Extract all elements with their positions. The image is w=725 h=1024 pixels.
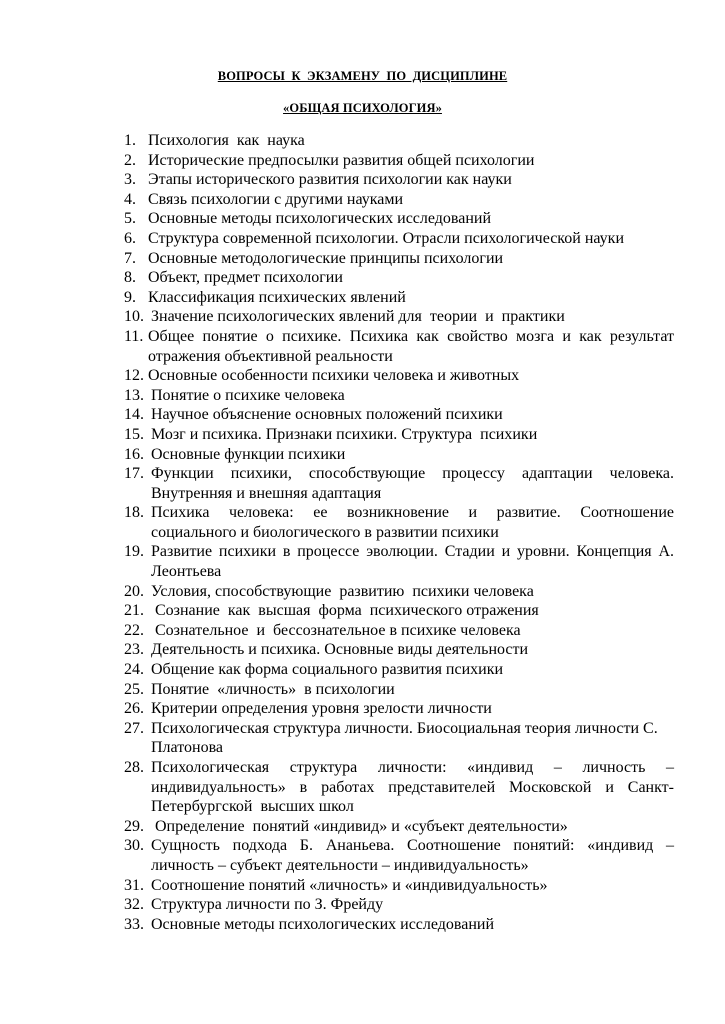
list-item bbox=[124, 876, 674, 896]
question-number: 2. bbox=[124, 151, 136, 169]
list-item bbox=[124, 327, 678, 366]
question-text: Сущность подхода Б. Ананьева. Соотношение понятий: «индивид – личность – субъект деятельности – индивидуальность» bbox=[151, 837, 678, 874]
question-number: 19. bbox=[124, 543, 144, 561]
question-number: 21. bbox=[124, 602, 144, 620]
question-text: Научное объяснение основных положений психики bbox=[151, 406, 503, 424]
list-item bbox=[124, 386, 674, 406]
question-number: 22. bbox=[124, 621, 144, 639]
question-text: Соотношение понятий «личность» и «индивидуальность» bbox=[151, 876, 548, 894]
document-subtitle: «ОБЩАЯ ПСИХОЛОГИЯ» bbox=[283, 101, 442, 115]
list-item bbox=[124, 229, 674, 249]
question-text: Психологическая структура личности: «индивид – личность – индивидуальность» в работах представителей Московской и Санкт-Петербургской высших школ bbox=[151, 759, 678, 816]
list-item bbox=[124, 817, 674, 837]
question-number: 4. bbox=[124, 190, 136, 208]
question-number: 15. bbox=[124, 425, 144, 443]
list-item bbox=[124, 425, 674, 445]
question-number: 23. bbox=[124, 641, 144, 659]
question-number: 17. bbox=[124, 465, 144, 483]
question-text: Общение как форма социального развития психики bbox=[151, 661, 504, 679]
question-text: Определение понятий «индивид» и «субъект деятельности» bbox=[151, 817, 568, 835]
question-number: 5. bbox=[124, 210, 136, 228]
question-text: Исторические предпосылки развития общей психологии bbox=[148, 151, 535, 169]
question-text: Психологическая структура личности. Биосоциальная теория личности С. Платонова bbox=[151, 719, 662, 757]
list-item bbox=[124, 170, 674, 190]
list-item bbox=[124, 758, 678, 817]
question-number: 33. bbox=[124, 915, 144, 933]
list-item bbox=[124, 268, 674, 288]
question-text: Основные методологические принципы психологии bbox=[148, 249, 504, 267]
list-item bbox=[124, 680, 674, 700]
list-item bbox=[124, 366, 674, 386]
question-number: 11. bbox=[124, 327, 144, 345]
question-text: Развитие психики в процессе эволюции. Стадии и уровни. Концепция А. Леонтьева bbox=[151, 543, 678, 581]
question-text: Психология как наука bbox=[148, 132, 305, 149]
list-item bbox=[124, 288, 674, 308]
question-text: Объект, предмет психологии bbox=[148, 269, 343, 287]
list-item bbox=[124, 190, 674, 210]
question-number: 27. bbox=[124, 719, 144, 737]
list-item bbox=[124, 464, 678, 503]
list-item bbox=[124, 209, 674, 229]
list-item bbox=[124, 131, 674, 151]
question-number: 25. bbox=[124, 680, 144, 698]
question-number: 8. bbox=[124, 269, 136, 287]
list-item bbox=[124, 836, 678, 875]
question-number: 7. bbox=[124, 249, 136, 267]
question-number: 32. bbox=[124, 896, 144, 914]
question-text: Основные методы психологических исследований bbox=[148, 210, 492, 228]
list-item bbox=[124, 582, 674, 602]
question-text: Общее понятие о психике. Психика как свойство мозга и как результат отражения объективной реальности bbox=[148, 327, 678, 365]
question-number: 20. bbox=[124, 582, 144, 600]
question-number: 1. bbox=[124, 132, 136, 149]
question-number: 24. bbox=[124, 661, 144, 679]
list-item bbox=[124, 699, 674, 719]
question-text: Мозг и психика. Признаки психики. Структура психики bbox=[151, 425, 538, 443]
question-text: Основные особенности психики человека и животных bbox=[148, 367, 520, 385]
question-number: 16. bbox=[124, 445, 144, 463]
question-number: 10. bbox=[124, 308, 144, 326]
list-item bbox=[124, 249, 674, 269]
question-number: 13. bbox=[124, 386, 144, 404]
question-text: Сознание как высшая форма психического отражения bbox=[151, 602, 539, 620]
question-text: Сознательное и бессознательное в психике человека bbox=[151, 621, 521, 639]
question-text: Понятие о психике человека bbox=[151, 386, 345, 404]
question-text: Значение психологических явлений для теории и практики bbox=[151, 308, 565, 326]
list-item bbox=[124, 719, 674, 758]
question-number: 18. bbox=[124, 504, 144, 522]
list-item bbox=[124, 601, 674, 621]
question-number: 14. bbox=[124, 406, 144, 424]
question-number: 29. bbox=[124, 817, 144, 835]
document-title: ВОПРОСЫ К ЭКЗАМЕНУ ПО ДИСЦИПЛИНЕ bbox=[217, 69, 508, 83]
list-item bbox=[124, 915, 674, 935]
question-text: Этапы исторического развития психологии как науки bbox=[148, 171, 512, 189]
question-text: Связь психологии с другими науками bbox=[148, 190, 404, 208]
list-item bbox=[124, 445, 674, 465]
question-number: 9. bbox=[124, 288, 136, 306]
list-item bbox=[124, 895, 674, 915]
list-item bbox=[124, 405, 674, 425]
list-item bbox=[124, 151, 674, 171]
question-number: 12. bbox=[124, 367, 144, 385]
question-number: 31. bbox=[124, 876, 144, 894]
list-item bbox=[124, 503, 678, 542]
question-text: Критерии определения уровня зрелости личности bbox=[151, 700, 492, 718]
question-number: 26. bbox=[124, 700, 144, 718]
list-item bbox=[124, 621, 674, 641]
question-text: Условия, способствующие развитию психики человека bbox=[151, 582, 534, 600]
list-item bbox=[124, 640, 674, 660]
list-item bbox=[124, 542, 678, 581]
question-text: Структура личности по З. Фрейду bbox=[151, 896, 384, 914]
question-text: Деятельность и психика. Основные виды деятельности bbox=[151, 641, 529, 659]
question-text: Структура современной психологии. Отрасли психологической науки bbox=[148, 229, 624, 247]
question-number: 30. bbox=[124, 837, 144, 855]
question-text: Понятие «личность» в психологии bbox=[151, 680, 395, 698]
question-text: Основные методы психологических исследований bbox=[151, 915, 495, 933]
question-number: 3. bbox=[124, 171, 136, 189]
question-text: Основные функции психики bbox=[151, 445, 346, 463]
list-item bbox=[124, 660, 674, 680]
question-text: Психика человека: ее возникновение и развитие. Соотношение социального и биологического в развитии психики bbox=[151, 504, 678, 541]
question-number: 6. bbox=[124, 229, 136, 247]
question-text: Функции психики, способствующие процессу адаптации человека. Внутренняя и внешняя адаптация bbox=[151, 465, 678, 502]
questions-list bbox=[124, 131, 678, 934]
question-number: 28. bbox=[124, 759, 144, 776]
list-item bbox=[124, 307, 674, 327]
question-text: Классификация психических явлений bbox=[148, 288, 406, 306]
